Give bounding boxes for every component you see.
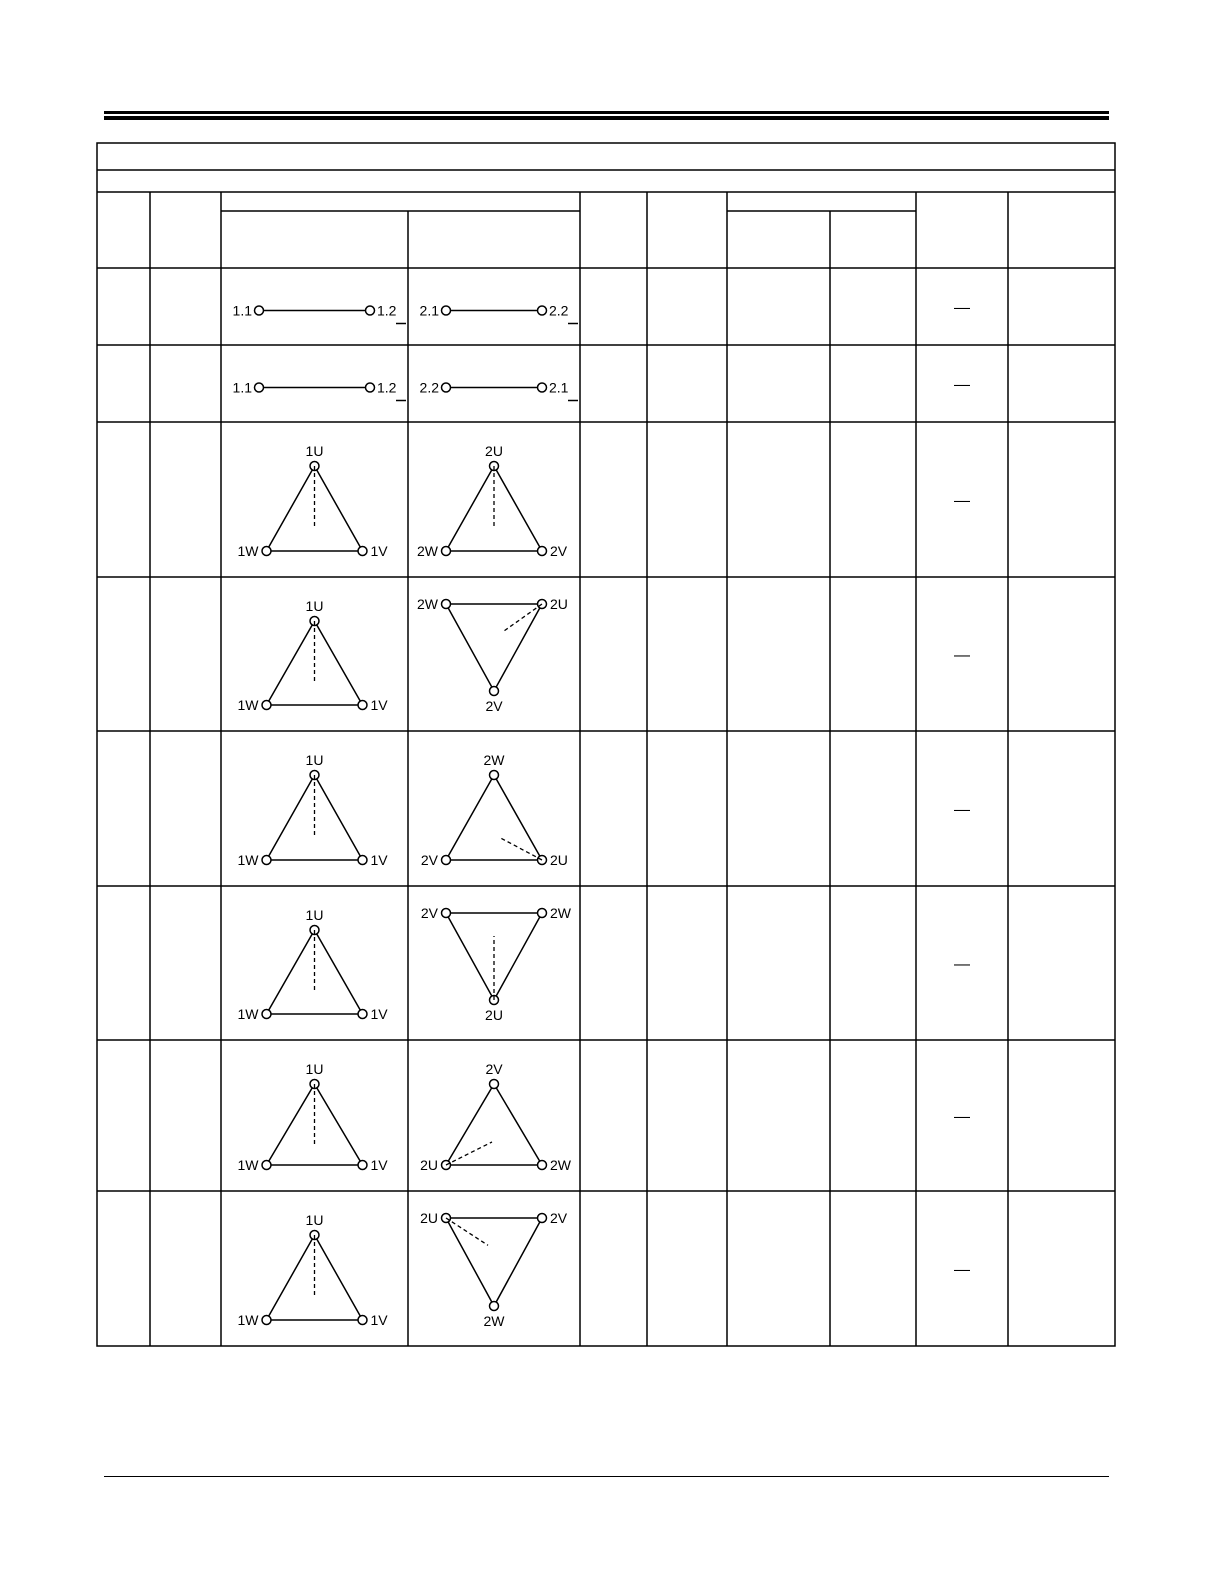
dash-mark: — [954, 492, 970, 510]
terminal-label-right: 2.2 [549, 302, 569, 319]
terminal-label-top: 1U [305, 1212, 324, 1228]
terminal-node [538, 306, 547, 315]
terminal-label-left: 2W [417, 596, 438, 612]
terminal-node [442, 547, 451, 556]
secondary-diagram [417, 443, 568, 559]
terminal-label-top: 1U [305, 598, 324, 614]
primary-diagram [238, 907, 389, 1022]
terminal-node [442, 306, 451, 315]
dash-mark: — [954, 1261, 970, 1279]
terminal-label-right: 2.1 [549, 379, 569, 396]
secondary-diagram [420, 380, 578, 401]
terminal-node [490, 771, 499, 780]
primary-diagram [238, 443, 389, 559]
terminal-label-right: 2W [550, 1157, 571, 1173]
terminal-label-top: 2U [485, 443, 503, 459]
terminal-label-top: 1U [305, 752, 324, 768]
table-row [238, 905, 971, 1023]
primary-diagram [238, 1212, 389, 1328]
terminal-label-left: 1W [237, 1006, 259, 1022]
terminal-label-left: 2V [420, 905, 438, 921]
secondary-diagram [421, 905, 572, 1023]
terminal-node [255, 306, 264, 315]
terminal-label-left: 1W [237, 1312, 259, 1328]
terminal-node [538, 909, 547, 918]
terminal-label-right: 1V [370, 1312, 388, 1328]
terminal-label-top: 2W [483, 752, 505, 768]
delta-triangle-inverted [446, 604, 542, 691]
terminal-label-right: 1V [370, 543, 388, 559]
terminal-label-right: 1V [370, 697, 388, 713]
terminal-node [262, 701, 271, 710]
table-row [238, 1061, 971, 1173]
terminal-node [358, 1161, 367, 1170]
terminal-label-left: 2.2 [419, 379, 439, 396]
terminal-label-left: 1.1 [232, 379, 252, 396]
secondary-diagram [420, 1210, 568, 1329]
primary-diagram [238, 752, 389, 868]
terminal-label-top: 2V [485, 1061, 503, 1077]
terminal-node [538, 547, 547, 556]
dash-mark: — [954, 376, 970, 394]
terminal-node [262, 856, 271, 865]
terminal-node [262, 1010, 271, 1019]
terminal-node [358, 1316, 367, 1325]
table-row [238, 752, 971, 868]
terminal-label-left: 1.1 [232, 302, 252, 319]
terminal-node [366, 383, 375, 392]
terminal-label-left: 2V [420, 852, 438, 868]
diagram-layer [233, 300, 970, 1330]
terminal-label-left: 1W [237, 1157, 259, 1173]
dash-mark: — [954, 647, 970, 664]
table-row [233, 377, 970, 401]
secondary-diagram [421, 752, 568, 868]
terminal-node [538, 1161, 547, 1170]
table-row [233, 300, 970, 324]
dash-mark: — [954, 956, 970, 973]
terminal-label-right: 1.2 [377, 302, 397, 319]
table-row [238, 1210, 971, 1329]
terminal-label-top: 1U [305, 907, 324, 923]
delta-triangle [267, 1084, 363, 1165]
terminal-node [490, 1302, 499, 1311]
terminal-node [262, 1161, 271, 1170]
terminal-node [255, 383, 264, 392]
secondary-diagram [420, 1061, 572, 1173]
delta-triangle [446, 1084, 542, 1165]
terminal-label-right: 2U [550, 852, 568, 868]
terminal-node [358, 547, 367, 556]
terminal-label-right: 1V [370, 1006, 388, 1022]
terminal-label-right: 2W [550, 905, 571, 921]
terminal-label-right: 2U [550, 596, 568, 612]
terminal-node [358, 856, 367, 865]
terminal-label-bottom: 2U [485, 1007, 503, 1023]
terminal-node [442, 909, 451, 918]
primary-diagram [238, 598, 389, 713]
terminal-node [358, 701, 367, 710]
primary-diagram [233, 380, 406, 401]
terminal-node [538, 1214, 547, 1223]
terminal-label-left: 1W [237, 543, 259, 559]
terminal-label-left: 1W [237, 852, 259, 868]
delta-triangle [446, 775, 542, 860]
terminal-label-left: 2W [417, 543, 438, 559]
terminal-label-left: 2U [420, 1157, 438, 1173]
terminal-label-right: 2V [550, 543, 568, 559]
terminal-label-left: 2U [420, 1210, 438, 1226]
secondary-diagram [417, 596, 568, 714]
terminal-node [442, 383, 451, 392]
primary-diagram [238, 1061, 389, 1173]
dash-mark: — [954, 1108, 970, 1126]
primary-diagram [233, 303, 406, 324]
terminal-label-right: 2V [550, 1210, 568, 1226]
terminal-label-right: 1V [370, 1157, 388, 1173]
delta-triangle-inverted [446, 1218, 542, 1306]
terminal-node [262, 1316, 271, 1325]
terminal-node [490, 687, 499, 696]
terminal-label-right: 1V [370, 852, 388, 868]
terminal-node [358, 1010, 367, 1019]
terminal-node [442, 600, 451, 609]
terminal-label-left: 1W [237, 697, 259, 713]
terminal-label-right: 1.2 [377, 379, 397, 396]
table-row [238, 596, 971, 714]
terminal-label-bottom: 2W [483, 1313, 505, 1329]
terminal-label-left: 2.1 [419, 302, 439, 319]
terminal-node [538, 383, 547, 392]
terminal-label-top: 1U [305, 1061, 324, 1077]
terminal-label-top: 1U [305, 443, 324, 459]
terminal-node [442, 856, 451, 865]
secondary-diagram [420, 303, 578, 324]
terminal-label-bottom: 2V [485, 698, 503, 714]
terminal-node [490, 1080, 499, 1089]
dash-mark: — [954, 801, 970, 819]
phasor-dashed [504, 604, 542, 631]
dash-mark: — [954, 299, 970, 317]
table-row [238, 443, 971, 559]
terminal-node [262, 547, 271, 556]
terminal-node [366, 306, 375, 315]
phasor-dashed [446, 1218, 488, 1245]
